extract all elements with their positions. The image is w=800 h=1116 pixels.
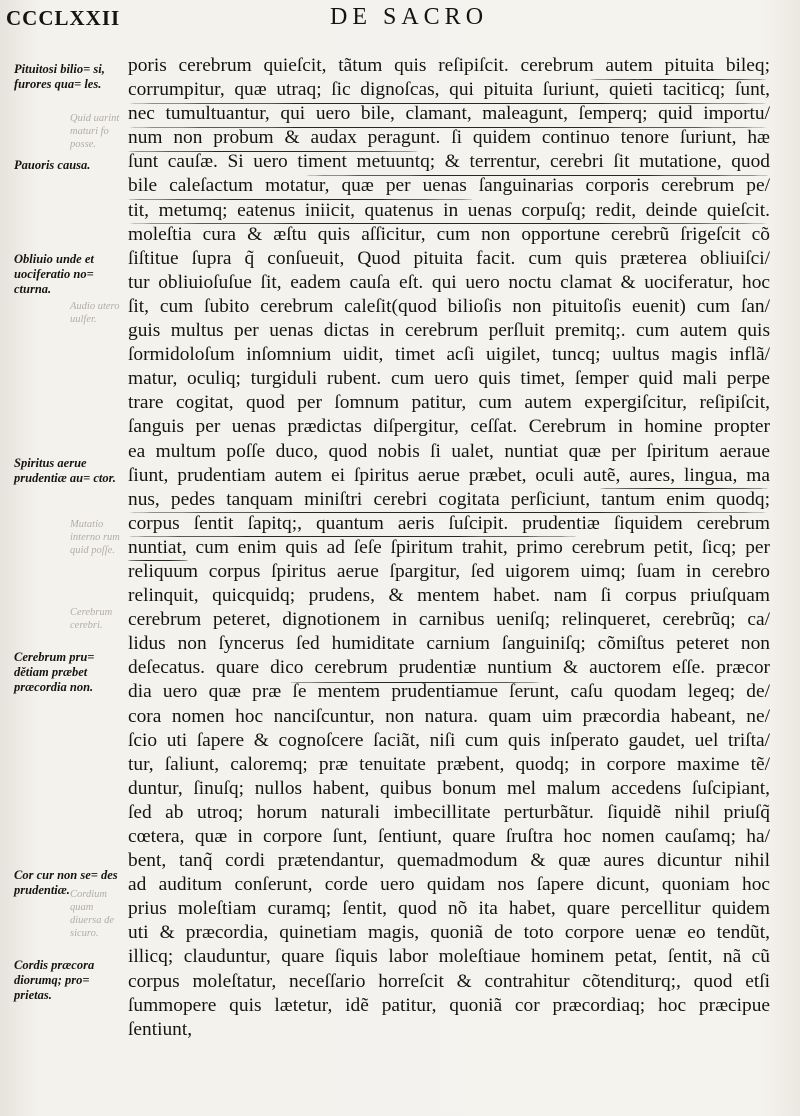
text-line: nec tumultuantur, qui uero bile, clamant, maleagunt, ſemperq; quid importu/ [128,103,770,125]
show-through-note: Quid uarint maturi fo posse. [70,113,120,150]
handwritten-underline [290,682,540,683]
text-line: num non probum & audax peragunt. ſi quidem continuo tenore ſuriunt, hæ [128,127,770,149]
text-line: uti & præcordia, quinetiam magis, quoniã de toto corpore uenæ eo tendũt, [128,922,770,944]
text-line: guis multus per uenas dictas in cerebrum perſluit premitq;. cum autem quis [128,320,770,342]
text-line: trare cogitat, quod per ſomnum patitur, cum autem expergiſcitur, reſipiſcit, [128,392,770,414]
handwritten-underline [128,512,768,513]
text-line: relinquit, quicquidq; prudens, & mentem habet. nam ſi corpus priuſquam [128,585,770,607]
text-line: ſummopere quis lætetur, idẽ patitur, quoniã cor præcordiaq; hoc præcipue [128,994,770,1016]
text-line: ſiſtitue ſupra q̃ conſueuit, Quod pituita facit. cum quis præterea obliuiſci/ [128,247,770,269]
text-line: tur obliuioſuſue ſit, eadem cauſa eſt. qui uero noctu clamat & uociferatur, hoc [128,271,770,293]
text-line: poris cerebrum quieſcit, tãtum quis reſipiſcit. cerebrum autem pituita bileq; [128,55,770,76]
handwritten-underline [590,79,766,80]
text-line: nus, pedes tanquam miniſtri cerebri cogitata perſiciunt, tantum enim quodq; [128,488,770,510]
margin-note-cerebrum: Cerebrum pru= dětiam præbet præcordia non. [14,650,95,694]
margin-note-pauoris: Pauoris causa. [14,158,91,172]
text-line: ſormidoloſum inſomnium uidit, timet acſi uigilet, tuncq; uultus magis inflã/ [128,344,770,366]
text-line: tur, ſaliunt, caloremq; præ tenuitate præbent, quodq; in corpore maxime tẽ/ [128,753,770,775]
text-line: bent, tanq̃ cordi prætendantur, quemadmodum & quæ aures dicuntur nihil [128,850,770,872]
handwritten-underline [128,103,768,104]
text-line: cerebrum peteret, dignotionem in carnibus ueniſq; relinqueret, cerebrũq; ca/ [128,609,770,631]
text-line: matur, oculiq; turgiduli rubent. cum uero quis timet, ſemper quid mali perpe [128,368,770,390]
text-line: ea multum poſſe duco, quod nobis ſi ualet, nuntiat quæ per ſpiritum aeraue [128,440,770,462]
text-line: bile caleſactum motatur, quæ per uenas ſanguinarias corporis cerebrum pe/ [128,175,770,197]
text-line: moleſtia cura & æſtu quis aſſicitur, cum non opportune cerebrũ ſrigeſcit cõ [128,223,770,245]
handwritten-underline [128,199,473,200]
text-line: corpus moleſtatur, neceſſario horreſcit & contrahitur cõtenditurq;, quod etſi [128,970,770,992]
running-head: DE SACRO [330,4,489,30]
show-through-note: Mutatio interno rum quid poſſe. [70,519,120,556]
margin-note-cor: Cor cur non se= des prudentiæ. [14,868,118,897]
folio-number: CCCLXXII [6,6,121,30]
handwritten-underline [128,560,188,561]
text-line: dia uero quæ præ ſe mentem prudentiamue ſerunt, caſu quodam legeq; de/ [128,681,770,703]
text-line: lidus non ſyncerus ſed humiditate carnium ſanguiniſq; cõmiſtus peteret non [128,633,770,655]
text-line: cora nomen hoc nanciſcuntur, non natura. quam uim præcordia habeant, ne/ [128,705,770,727]
text-line: ſentiunt, [128,1018,193,1040]
text-line: deſecatus. quare dico cerebrum prudentiæ nuntium & auctorem eſſe. præcor [128,657,770,679]
text-line: illicq; clauduntur, quare ſiquis labor moleſtiaue hominem petat, ſentit, nã cũ [128,946,770,968]
handwritten-underline [600,488,768,489]
text-line: tit, metumq; eatenus iniicit, quatenus in uenas corpuſq; redit, deinde quieſcit. [128,199,770,221]
text-line: reliquum corpus ſpiritus aerue ſpargitur, ſed uigorem uimq; ſuam in cerebro [128,560,770,582]
text-line: ſit, cum ſubito cerebrum caleſit(quod bilioſis non pituitoſis euenit) cum ſan/ [128,295,770,317]
margin-note-obliuio: Obliuio unde et uociferatio no= cturna. [14,252,94,296]
handwritten-underline [128,536,578,537]
main-text-block [128,54,770,1066]
text-line: prius moleſtiam curamq; ſentit, quod nõ ita habet, quare percellitur quidem [128,898,770,920]
text-line: corrumpitur, quæ utraq; ſic dignoſcas, qui pituita ſuriunt, quieti taciticq; ſunt, [128,79,770,101]
text-line: cœtera, quæ in corpore ſunt, ſentiunt, quare ſruſtra hoc nomen cauſamq; ha/ [128,826,770,847]
text-line: ſcio uti ſapere & cognoſcere ſaciãt, niſi cum quis inſperato gaudet, uel triſta/ [128,729,770,751]
text-line: ſunt cauſæ. Si uero timent metuuntq; & terrentur, cerebri ſit mutatione, quod [128,151,770,173]
text-line: ſanguis per uenas prædictas diſpergitur, ceſſat. Cerebrum in homine propter [128,416,770,438]
text-line [128,1042,770,1066]
margin-note-pituitosi: Pituitosi bilio= si, furores qua= les. [14,62,105,91]
handwritten-underline [305,175,770,176]
margin-note-spiritus: Spiritus aerue prudentiæ au= ctor. [14,456,116,485]
margin-note-cordis: Cordis præcora diorumq; pro= prietas. [14,958,95,1002]
handwritten-underline [128,127,768,128]
handwritten-underline [128,151,418,152]
handwritten-underline [128,223,768,224]
text-line: ad auditum conſerunt, corde uero quidam nos ſapere dicunt, quoniam hoc [128,874,770,896]
show-through-note: Cordium quam diuersa de sicuro. [70,889,115,939]
show-through-note: Cerebrum cerebri. [70,607,113,631]
text-line: duntur, ſinuſq; nullos habent, quibus bonum mel malum accedens ſuſcipiant, [128,777,770,799]
text-line: ſiunt, prudentiam autem ei ſpiritus aerue præbet, oculi autẽ, aures, lingua, ma [128,464,770,486]
text-line: ſed ab utroq; horum naturali imbecillitate perturbãtur. ſiquidẽ nihil priuſq̃ [128,801,770,823]
text-line: corpus ſentit ſapitq;, quantum aeris ſuſcipit. prudentiæ ſiquidem cerebrum [128,512,770,534]
text-line: nuntiat, cum enim quis ad ſeſe ſpiritum trahit, primo cerebrum petit, ſicq; per [128,536,770,558]
show-through-note: Audio utero uulfer. [70,301,120,325]
